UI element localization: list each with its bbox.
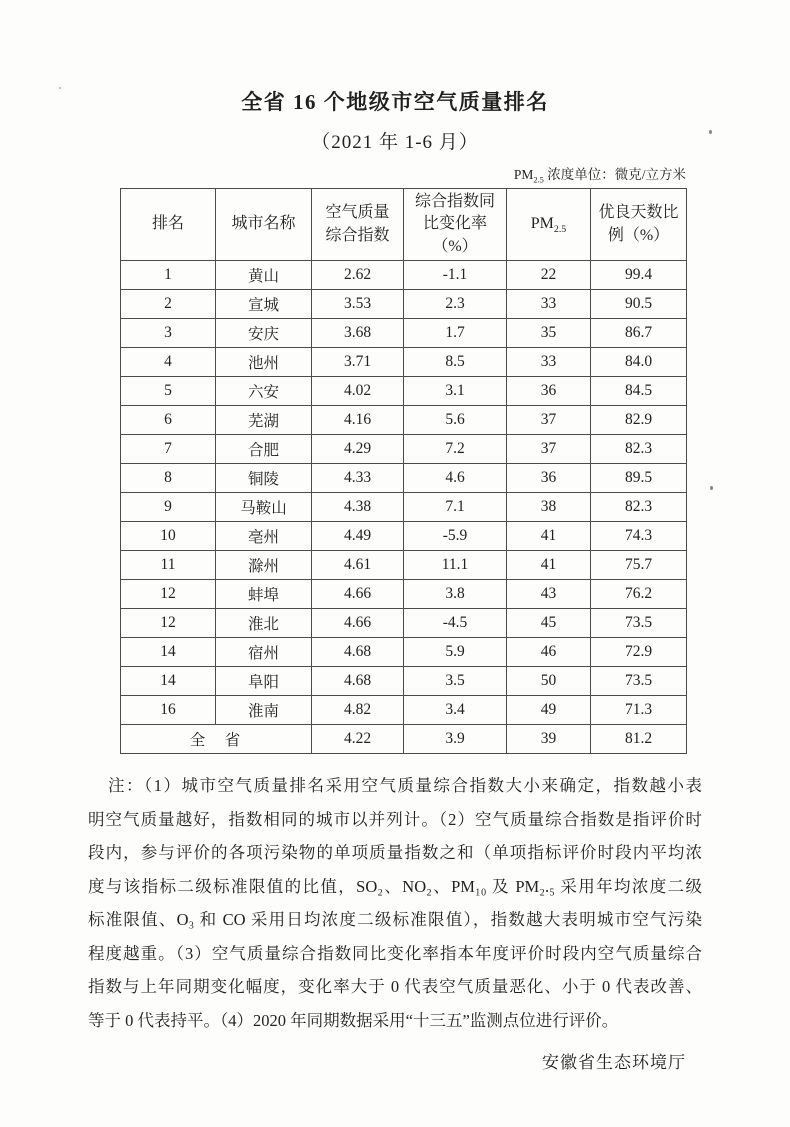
city-cell: 亳州 — [216, 522, 312, 551]
rank-cell: 14 — [121, 667, 216, 696]
column-header-good-days: 优良天数比例（%） — [591, 189, 687, 261]
document-title: 全省 16 个地级市空气质量排名 — [241, 90, 549, 114]
footnote-line: 注：（1）城市空气质量排名采用空气质量综合指数大小来确定，指数越小表 — [108, 776, 702, 796]
good-days-cell: 73.5 — [591, 609, 687, 638]
yoy-change-cell: 5.9 — [404, 638, 507, 667]
pm25-cell: 38 — [507, 493, 591, 522]
rank-cell: 1 — [121, 261, 216, 290]
table-row — [121, 493, 687, 522]
pm25-cell: 36 — [507, 377, 591, 406]
good-days-cell: 99.4 — [591, 261, 687, 290]
composite-index-cell: 4.29 — [312, 435, 404, 464]
yoy-change-cell: 3.9 — [404, 725, 507, 754]
footnote-line: 度与该指标二级标准限值的比值，SO₂、NO₂、PM₁₀ 及 PM₂.₅ 采用年均浓度二级 — [88, 876, 702, 896]
composite-index-cell: 4.49 — [312, 522, 404, 551]
table-row — [121, 290, 687, 319]
pm25-unit-note — [120, 163, 686, 183]
footnote-line: 明空气质量越好，指数相同的城市以并列计。（2）空气质量综合指数是指评价时 — [88, 809, 702, 829]
pm25-label-subscript: 2.5 — [553, 224, 567, 236]
air-quality-ranking-table — [120, 188, 687, 754]
good-days-cell: 81.2 — [591, 725, 687, 754]
rank-cell: 5 — [121, 377, 216, 406]
pm25-unit-text: 浓度单位：微克/立方米 — [543, 167, 686, 182]
composite-index-cell: 4.66 — [312, 580, 404, 609]
table-row — [121, 522, 687, 551]
pm25-unit-symbol: PM — [513, 167, 534, 182]
yoy-change-cell: 4.6 — [404, 464, 507, 493]
yoy-change-cell: 7.1 — [404, 493, 507, 522]
column-header-yoy-change: 综合指数同比变化率（%） — [404, 189, 507, 261]
pm25-cell: 39 — [507, 725, 591, 754]
city-cell: 芜湖 — [216, 406, 312, 435]
yoy-change-cell: 2.3 — [404, 290, 507, 319]
column-header-rank: 排名 — [121, 189, 216, 261]
yoy-change-cell: 1.7 — [404, 319, 507, 348]
composite-index-cell: 4.02 — [312, 377, 404, 406]
city-cell: 安庆 — [216, 319, 312, 348]
rank-cell: 3 — [121, 319, 216, 348]
table-row — [121, 638, 687, 667]
column-header-composite-index: 空气质量综合指数 — [312, 189, 404, 261]
city-cell: 宿州 — [216, 638, 312, 667]
summary-label-cell: 全 省 — [121, 725, 312, 754]
good-days-cell: 89.5 — [591, 464, 687, 493]
composite-index-cell: 2.62 — [312, 261, 404, 290]
pm25-cell: 41 — [507, 551, 591, 580]
pm25-cell: 35 — [507, 319, 591, 348]
pm25-cell: 49 — [507, 696, 591, 725]
table-row — [121, 377, 687, 406]
table-row — [121, 609, 687, 638]
composite-index-cell: 4.22 — [312, 725, 404, 754]
column-header-pm25 — [507, 189, 591, 261]
yoy-change-cell: 3.5 — [404, 667, 507, 696]
city-cell: 池州 — [216, 348, 312, 377]
good-days-cell: 90.5 — [591, 290, 687, 319]
rank-cell: 10 — [121, 522, 216, 551]
good-days-cell: 74.3 — [591, 522, 687, 551]
scan-speck — [59, 87, 61, 89]
good-days-cell: 84.5 — [591, 377, 687, 406]
good-days-cell: 75.7 — [591, 551, 687, 580]
pm25-cell: 45 — [507, 609, 591, 638]
city-cell: 蚌埠 — [216, 580, 312, 609]
pm25-cell: 37 — [507, 406, 591, 435]
city-cell: 淮北 — [216, 609, 312, 638]
table-summary-row — [121, 725, 687, 754]
city-cell: 铜陵 — [216, 464, 312, 493]
good-days-cell: 86.7 — [591, 319, 687, 348]
pm25-cell: 36 — [507, 464, 591, 493]
yoy-change-cell: -1.1 — [404, 261, 507, 290]
issuer-signature: 安徽省生态环境厅 — [542, 1053, 686, 1073]
city-cell: 合肥 — [216, 435, 312, 464]
table-header — [121, 189, 687, 261]
footnote-line: 等于 0 代表持平。（4）2020 年同期数据采用“十三五”监测点位进行评价。 — [88, 1010, 619, 1030]
table-row — [121, 696, 687, 725]
good-days-cell: 82.9 — [591, 406, 687, 435]
composite-index-cell: 4.38 — [312, 493, 404, 522]
city-cell: 马鞍山 — [216, 493, 312, 522]
scan-speck — [710, 486, 713, 490]
composite-index-cell: 3.71 — [312, 348, 404, 377]
table-body — [121, 261, 687, 754]
city-cell: 淮南 — [216, 696, 312, 725]
yoy-change-cell: -5.9 — [404, 522, 507, 551]
table-row — [121, 406, 687, 435]
yoy-change-cell: -4.5 — [404, 609, 507, 638]
composite-index-cell: 4.68 — [312, 667, 404, 696]
table-header-row — [121, 189, 687, 261]
footnotes — [88, 769, 702, 1037]
table-row — [121, 551, 687, 580]
city-cell: 阜阳 — [216, 667, 312, 696]
good-days-cell: 82.3 — [591, 493, 687, 522]
yoy-change-cell: 5.6 — [404, 406, 507, 435]
table-row — [121, 580, 687, 609]
good-days-cell: 71.3 — [591, 696, 687, 725]
pm25-cell: 43 — [507, 580, 591, 609]
scan-speck — [709, 130, 712, 134]
rank-cell: 6 — [121, 406, 216, 435]
composite-index-cell: 4.82 — [312, 696, 404, 725]
footnote-line: 标准限值、O₃ 和 CO 采用日均浓度二级标准限值），指数越大表明城市空气污染 — [88, 910, 702, 930]
good-days-cell: 82.3 — [591, 435, 687, 464]
composite-index-cell: 4.68 — [312, 638, 404, 667]
pm25-cell: 46 — [507, 638, 591, 667]
document-subtitle: （2021 年 1-6 月） — [311, 132, 479, 153]
yoy-change-cell: 3.8 — [404, 580, 507, 609]
rank-cell: 8 — [121, 464, 216, 493]
pm25-cell: 33 — [507, 290, 591, 319]
city-cell: 滁州 — [216, 551, 312, 580]
footnote-line: 指数与上年同期变化幅度，变化率大于 0 代表空气质量恶化、小于 0 代表改善、 — [88, 977, 702, 997]
pm25-cell: 41 — [507, 522, 591, 551]
rank-cell: 2 — [121, 290, 216, 319]
composite-index-cell: 3.68 — [312, 319, 404, 348]
rank-cell: 7 — [121, 435, 216, 464]
good-days-cell: 76.2 — [591, 580, 687, 609]
rank-cell: 4 — [121, 348, 216, 377]
pm25-unit-subscript: 2.5 — [533, 175, 544, 185]
footnote-line: 程度越重。（3）空气质量综合指数同比变化率指本年度评价时段内空气质量综合 — [88, 943, 702, 963]
rank-cell: 9 — [121, 493, 216, 522]
yoy-change-cell: 8.5 — [404, 348, 507, 377]
pm25-cell: 22 — [507, 261, 591, 290]
table-row — [121, 348, 687, 377]
good-days-cell: 84.0 — [591, 348, 687, 377]
footnote-line: 段内，参与评价的各项污染物的单项质量指数之和（单项指标评价时段内平均浓 — [88, 843, 702, 863]
table-row — [121, 319, 687, 348]
good-days-cell: 73.5 — [591, 667, 687, 696]
table-row — [121, 667, 687, 696]
city-cell: 六安 — [216, 377, 312, 406]
pm25-label: PM — [530, 215, 554, 233]
rank-cell: 14 — [121, 638, 216, 667]
column-header-city: 城市名称 — [216, 189, 312, 261]
yoy-change-cell: 11.1 — [404, 551, 507, 580]
yoy-change-cell: 3.1 — [404, 377, 507, 406]
pm25-cell: 37 — [507, 435, 591, 464]
rank-cell: 12 — [121, 609, 216, 638]
composite-index-cell: 4.33 — [312, 464, 404, 493]
table-row — [121, 464, 687, 493]
rank-cell: 12 — [121, 580, 216, 609]
composite-index-cell: 3.53 — [312, 290, 404, 319]
composite-index-cell: 4.66 — [312, 609, 404, 638]
city-cell: 宣城 — [216, 290, 312, 319]
table-row — [121, 261, 687, 290]
yoy-change-cell: 3.4 — [404, 696, 507, 725]
pm25-cell: 33 — [507, 348, 591, 377]
rank-cell: 16 — [121, 696, 216, 725]
pm25-cell: 50 — [507, 667, 591, 696]
city-cell: 黄山 — [216, 261, 312, 290]
good-days-cell: 72.9 — [591, 638, 687, 667]
rank-cell: 11 — [121, 551, 216, 580]
composite-index-cell: 4.61 — [312, 551, 404, 580]
table-row — [121, 435, 687, 464]
composite-index-cell: 4.16 — [312, 406, 404, 435]
yoy-change-cell: 7.2 — [404, 435, 507, 464]
